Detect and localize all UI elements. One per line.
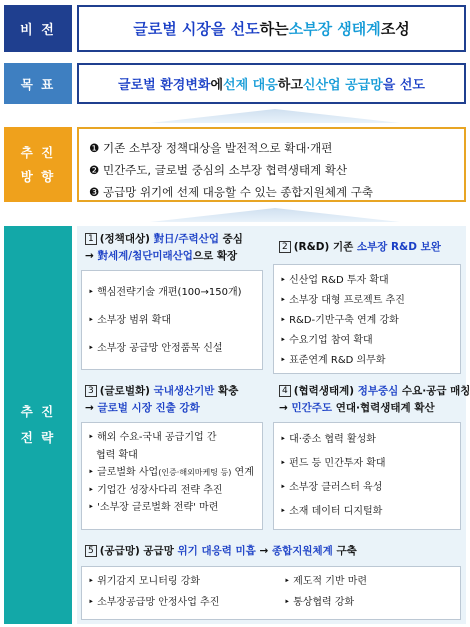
strategy-3-box [81,422,263,530]
strategy-number: 2 [279,241,291,253]
strategy-4-subtitle [279,402,435,414]
text-segment: 對日/주력산업 [153,233,219,245]
direction-item: ❸ 공급망 위기에 선제 대응할 수 있는 종합지원체계 구축 [89,185,373,199]
text-segment: 으로 확장 [192,250,238,262]
text-segment: 소부장 R&D 보완 [356,241,441,253]
text-segment: (협력생태계) [293,385,358,397]
text-segment: 을 선도 [382,78,425,93]
list-item: ‣ 대·중소 협력 활성화 [280,434,376,445]
strategy-number: 1 [85,233,97,245]
text-segment: 종합지원체계 [271,545,333,557]
strategy-4-header [273,380,470,420]
text-segment: 민간주도 [291,402,333,414]
list-item: ‣ 펀드 등 민간투자 확대 [280,458,386,469]
text-segment: 수요·공급 매칭 [398,385,470,397]
strategy-3-subtitle [85,402,200,414]
strategy-5-box [81,566,461,620]
text-segment: 국내생산기반 [153,385,215,397]
strategy-2-box [273,264,461,374]
list-item: ‣ 소부장 클러스터 육성 [280,482,383,493]
strategy-2-title [294,241,441,253]
strategy-4-title [294,385,470,397]
list-item: ‣ 통상협력 강화 [284,597,355,608]
text-segment: → [85,250,98,262]
strategy-5-title [100,545,357,557]
strategy-label: 추 진 전 략 [4,226,72,624]
strategy-panel [77,226,470,624]
list-item: ‣ 소부장 공급망 안정품목 신설 [88,343,223,354]
list-item: 협력 확대 [96,449,138,461]
list-item: ‣ 소부장공급망 안정사업 추진 [88,597,220,608]
list-item: ‣ 제도적 기반 마련 [284,576,368,587]
list-item: ‣ 소부장 대형 프로젝트 추진 [280,295,405,306]
text-segment: 신산업 공급망 [302,78,383,93]
text-segment: 연대·협력생태계 확산 [332,402,435,414]
list-item: ‣ 소부장 범위 확대 [88,315,172,326]
strategy-3-header [79,380,269,420]
strategy-number: 4 [279,385,291,397]
text-segment: 선제 대응 [223,78,278,93]
strategy-2-header [273,236,463,259]
text-segment: (글로벌화) [99,385,154,397]
text-segment: 하고 [277,78,303,93]
text-segment: 위기 대응력 미흡 [177,545,256,557]
text-segment: 글로벌 시장 진출 강화 [97,402,200,414]
strategy-number: 3 [85,385,97,397]
list-item: ‣ 소재 데이터 디지털화 [280,506,383,517]
strategy-1-title [100,233,243,245]
strategy-1-header [79,228,269,268]
list-item: ‣ 기업간 성장사다리 전략 추진 [88,484,223,496]
text-segment: 對세계/첨단미래산업 [97,250,193,262]
list-item: ‣ 해외 수요-국내 공급기업 간 [88,432,217,443]
goal-label: 목 표 [4,63,72,104]
list-item: ‣ 핵심전략기술 개편(100→150개) [88,287,242,298]
direction-item: ❶ 기존 소부장 정책대상을 발전적으로 확대·개편 [89,141,333,155]
text-segment: → [279,402,292,414]
text-segment: 하는 [259,20,289,38]
text-segment: 글로벌 환경변화 [118,78,211,93]
text-segment: 중심 [218,233,243,245]
text-segment: 소부장 생태계 [288,20,381,38]
direction-item: ❷ 민간주도, 글로벌 중심의 소부장 협력생태계 확산 [89,163,348,177]
direction-list [77,127,466,202]
list-item: ‣ 표준연계 R&D 의무화 [280,355,386,366]
list-item: ‣ 위기감지 모니터링 강화 [88,576,201,587]
goal-statement [77,63,466,104]
text-segment: 정부중심 [357,385,399,397]
text-segment: 글로벌 시장을 선도 [133,20,260,38]
direction-label: 추 진 방 향 [4,127,72,202]
text-segment: 구축 [332,545,357,557]
vision-label: 비 전 [4,5,72,52]
strategy-4-box [273,422,461,530]
text-segment: (R&D) 기존 [293,241,357,253]
up-arrow-icon [150,208,400,222]
strategy-1-box [81,270,263,370]
text-segment: (정책대상) [99,233,154,245]
text-segment: 에 [210,78,224,93]
text-segment: 조성 [380,20,410,38]
list-item: ‣ 수요기업 참여 확대 [280,335,373,346]
strategy-5-header [79,540,459,563]
list-item: ‣ 신산업 R&D 투자 확대 [280,275,389,286]
text-segment: → [85,402,98,414]
strategy-number: 5 [85,545,97,557]
list-item: ‣ 글로벌화 사업(인증·해외마케팅 등) 연계 [88,467,254,478]
text-segment: → [255,545,272,557]
list-item: ‣ '소부장 글로벌화 전략' 마련 [88,502,219,513]
up-arrow-icon [150,109,400,123]
text-segment: (공급망) 공급망 [99,545,178,557]
strategy-1-subtitle [85,250,237,262]
list-item: ‣ R&D-기반구축 연계 강화 [280,315,399,326]
text-segment: 확충 [214,385,239,397]
vision-statement [77,5,466,52]
strategy-3-title [100,385,239,397]
